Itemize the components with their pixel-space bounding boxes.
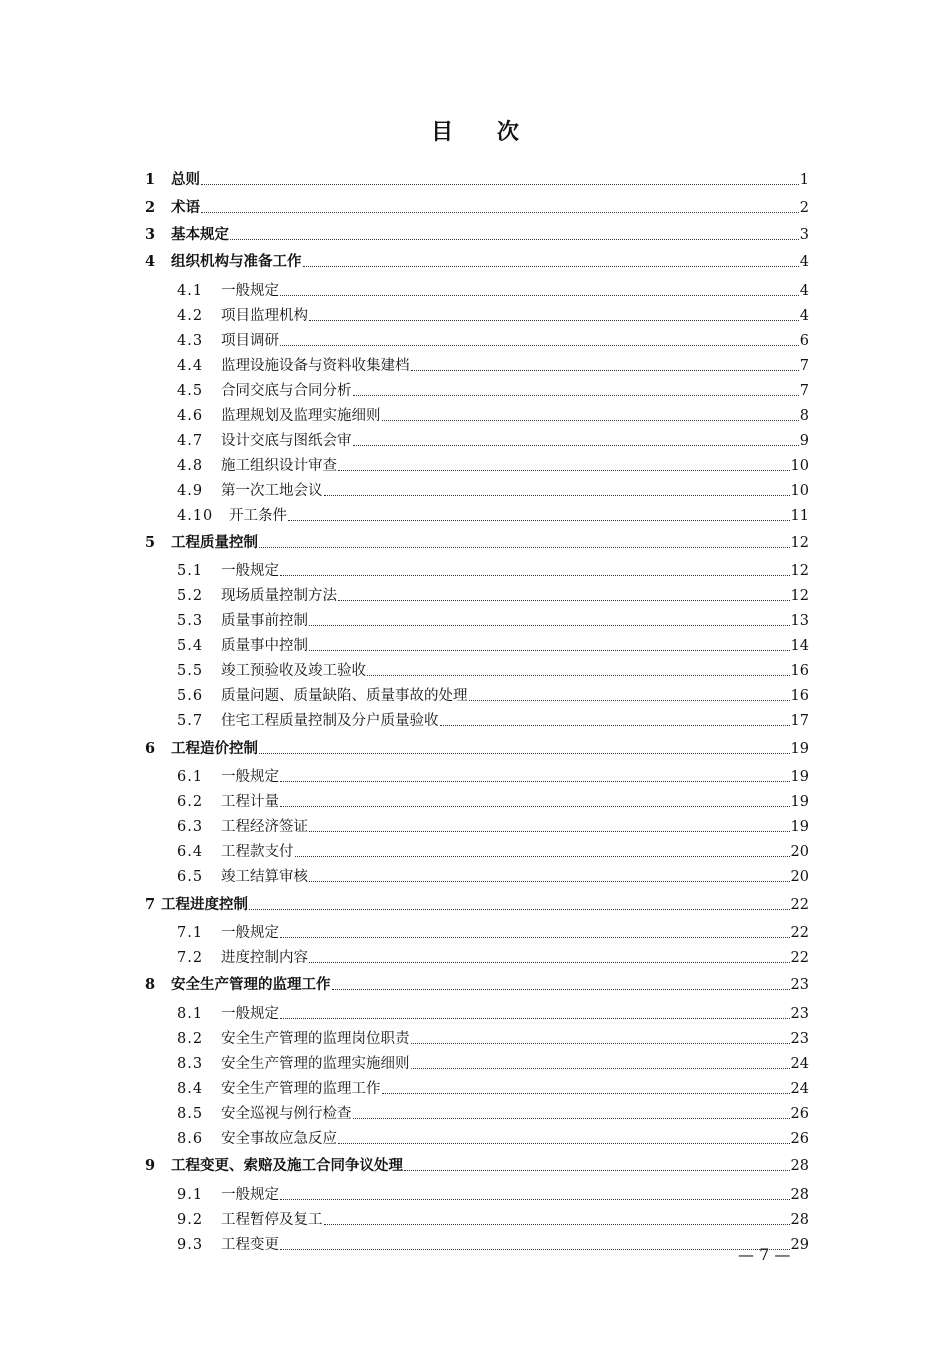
toc-dot-leader <box>249 909 790 910</box>
toc-entry-label: 工程质量控制 <box>171 533 258 551</box>
toc-entry-label: 一般规定 <box>221 1186 279 1203</box>
toc-section-entry[interactable] <box>145 1175 809 1204</box>
toc-entry-number: 5.5 <box>177 663 204 680</box>
toc-entry-label: 工程经济签证 <box>221 819 308 836</box>
toc-dot-leader <box>338 600 790 601</box>
toc-entry-page: 24 <box>790 1055 809 1072</box>
toc-dot-leader <box>280 345 799 346</box>
toc-entry-number: 3 <box>145 225 156 243</box>
toc-entry-label: 总则 <box>171 171 200 189</box>
toc-section-entry[interactable] <box>145 758 809 787</box>
toc-entry-page: 6 <box>799 332 809 349</box>
toc-entry-label: 工程变更 <box>221 1236 279 1253</box>
toc-entry-page: 4 <box>799 254 809 271</box>
toc-entry-label: 竣工结算审核 <box>221 869 308 886</box>
toc-entry-label: 一般规定 <box>221 563 279 580</box>
toc-entry-page: 12 <box>790 588 809 605</box>
toc-entry-label: 质量事前控制 <box>221 613 308 630</box>
toc-dot-leader <box>309 625 790 626</box>
toc-dot-leader <box>280 1199 790 1200</box>
toc-entry-number: 2 <box>145 198 156 216</box>
toc-entry-number: 5.3 <box>177 613 204 630</box>
toc-entry-label: 工程造价控制 <box>171 739 258 757</box>
toc-section-entry[interactable] <box>145 375 809 400</box>
toc-entry-label: 质量事中控制 <box>221 638 308 655</box>
toc-entry-label: 基本规定 <box>171 225 229 243</box>
page-title: 目 次 <box>431 119 537 145</box>
toc-section-entry[interactable] <box>145 811 809 836</box>
toc-section-entry[interactable] <box>145 630 809 655</box>
toc-chapter-entry[interactable] <box>145 886 809 913</box>
toc-section-entry[interactable] <box>145 655 809 680</box>
toc-section-entry[interactable] <box>145 994 809 1023</box>
toc-entry-page: 28 <box>790 1186 809 1203</box>
toc-chapter-entry[interactable] <box>145 1148 809 1175</box>
toc-dot-leader <box>332 989 790 990</box>
toc-entry-number: 4.8 <box>177 457 204 474</box>
toc-entry-number: 7.2 <box>177 950 204 967</box>
toc-dot-leader <box>411 1043 790 1044</box>
toc-dot-leader <box>440 725 790 726</box>
toc-entry-number: 4.2 <box>177 307 204 324</box>
toc-dot-leader <box>288 520 790 521</box>
toc-section-entry[interactable] <box>145 680 809 705</box>
toc-chapter-entry[interactable] <box>145 162 809 189</box>
toc-entry-page: 23 <box>790 977 809 994</box>
toc-dot-leader <box>295 856 790 857</box>
toc-entry-number: 8.4 <box>177 1080 204 1097</box>
toc-entry-label: 一般规定 <box>221 282 279 299</box>
toc-section-entry[interactable] <box>145 325 809 350</box>
toc-dot-leader <box>309 881 790 882</box>
toc-entry-page: 28 <box>790 1158 809 1175</box>
toc-dot-leader <box>411 370 799 371</box>
toc-dot-leader <box>259 753 790 754</box>
toc-entry-label: 工程计量 <box>221 794 279 811</box>
toc-section-entry[interactable] <box>145 1048 809 1073</box>
table-of-contents <box>145 162 809 1254</box>
toc-section-entry[interactable] <box>145 705 809 730</box>
toc-dot-leader <box>309 962 790 963</box>
toc-section-entry[interactable] <box>145 1123 809 1148</box>
toc-entry-label: 安全巡视与例行检查 <box>221 1105 352 1122</box>
toc-dot-leader <box>353 445 799 446</box>
toc-entry-label: 一般规定 <box>221 925 279 942</box>
toc-entry-page: 11 <box>790 507 809 524</box>
toc-section-entry[interactable] <box>145 271 809 300</box>
toc-entry-label: 安全生产管理的监理岗位职责 <box>221 1030 410 1047</box>
toc-entry-label: 安全生产管理的监理工作 <box>171 976 331 994</box>
toc-entry-page: 2 <box>799 199 809 216</box>
toc-entry-page: 23 <box>790 1005 809 1022</box>
toc-dot-leader <box>469 700 790 701</box>
toc-dot-leader <box>230 239 799 240</box>
toc-entry-label: 工程暂停及复工 <box>221 1211 323 1228</box>
toc-entry-number: 4.4 <box>177 357 204 374</box>
toc-entry-label: 住宅工程质量控制及分户质量验收 <box>221 713 439 730</box>
toc-entry-page: 24 <box>790 1080 809 1097</box>
toc-entry-number: 4 <box>145 253 156 271</box>
toc-entry-page: 22 <box>790 925 809 942</box>
toc-entry-number: 4.7 <box>177 432 204 449</box>
toc-entry-label: 第一次工地会议 <box>221 482 323 499</box>
toc-entry-number: 9.2 <box>177 1211 204 1228</box>
toc-dot-leader <box>404 1170 790 1171</box>
toc-dot-leader <box>280 937 790 938</box>
toc-entry-page: 29 <box>790 1236 809 1253</box>
toc-entry-number: 6.4 <box>177 844 204 861</box>
toc-section-entry[interactable] <box>145 836 809 861</box>
toc-entry-number: 8.1 <box>177 1005 204 1022</box>
toc-entry-label: 质量问题、质量缺陷、质量事故的处理 <box>221 688 468 705</box>
toc-entry-number: 5.1 <box>177 563 204 580</box>
toc-entry-number: 8.5 <box>177 1105 204 1122</box>
toc-section-entry[interactable] <box>145 552 809 581</box>
toc-entry-page: 23 <box>790 1030 809 1047</box>
toc-dot-leader <box>201 184 799 185</box>
toc-entry-number: 6.3 <box>177 819 204 836</box>
toc-chapter-entry[interactable] <box>145 189 809 216</box>
toc-entry-page: 1 <box>799 172 809 189</box>
toc-entry-number: 5 <box>145 533 156 551</box>
toc-entry-page: 19 <box>790 794 809 811</box>
toc-chapter-entry[interactable] <box>145 967 809 994</box>
toc-section-entry[interactable] <box>145 1204 809 1229</box>
toc-entry-page: 10 <box>790 482 809 499</box>
toc-entry-number: 8.6 <box>177 1130 204 1147</box>
toc-section-entry[interactable] <box>145 605 809 630</box>
toc-entry-label: 安全生产管理的监理工作 <box>221 1080 381 1097</box>
toc-entry-page: 8 <box>799 407 809 424</box>
toc-entry-page: 3 <box>799 226 809 243</box>
toc-dot-leader <box>324 495 790 496</box>
toc-chapter-entry[interactable] <box>145 730 809 757</box>
toc-entry-number: 6.2 <box>177 794 204 811</box>
toc-section-entry[interactable] <box>145 786 809 811</box>
toc-entry-number: 9.1 <box>177 1186 204 1203</box>
toc-section-entry[interactable] <box>145 1098 809 1123</box>
toc-entry-label: 工程款支付 <box>221 844 294 861</box>
toc-entry-number: 8.2 <box>177 1030 204 1047</box>
toc-entry-page: 19 <box>790 740 809 757</box>
toc-entry-label: 合同交底与合同分析 <box>221 382 352 399</box>
toc-dot-leader <box>201 212 799 213</box>
toc-dot-leader <box>382 420 799 421</box>
toc-entry-label: 施工组织设计审查 <box>221 457 337 474</box>
toc-entry-page: 19 <box>790 769 809 786</box>
toc-entry-number: 4.5 <box>177 382 204 399</box>
toc-section-entry[interactable] <box>145 475 809 500</box>
toc-entry-number: 5.7 <box>177 713 204 730</box>
toc-entry-label: 监理设施设备与资料收集建档 <box>221 357 410 374</box>
toc-dot-leader <box>280 781 790 782</box>
toc-entry-number: 4.10 <box>177 507 214 524</box>
toc-entry-number: 7 <box>145 895 156 913</box>
toc-dot-leader <box>259 547 790 548</box>
toc-entry-page: 26 <box>790 1130 809 1147</box>
toc-section-entry[interactable] <box>145 580 809 605</box>
toc-section-entry[interactable] <box>145 500 809 525</box>
toc-section-entry[interactable] <box>145 861 809 886</box>
toc-entry-number: 8 <box>145 976 156 994</box>
toc-entry-number: 9 <box>145 1157 156 1175</box>
toc-entry-page: 17 <box>790 713 809 730</box>
toc-dot-leader <box>309 320 799 321</box>
toc-entry-label: 竣工预验收及竣工验收 <box>221 663 366 680</box>
toc-section-entry[interactable] <box>145 1073 809 1098</box>
toc-section-entry[interactable] <box>145 914 809 943</box>
toc-entry-label: 开工条件 <box>229 507 287 524</box>
toc-entry-number: 8.3 <box>177 1055 204 1072</box>
toc-entry-page: 12 <box>790 534 809 551</box>
toc-entry-label: 现场质量控制方法 <box>221 588 337 605</box>
toc-entry-page: 9 <box>799 432 809 449</box>
toc-entry-label: 项目调研 <box>221 332 279 349</box>
toc-entry-number: 9.3 <box>177 1236 204 1253</box>
toc-entry-label: 工程进度控制 <box>161 895 248 913</box>
toc-entry-label: 设计交底与图纸会审 <box>221 432 352 449</box>
toc-entry-page: 12 <box>790 563 809 580</box>
toc-entry-label: 监理规划及监理实施细则 <box>221 407 381 424</box>
toc-section-entry[interactable] <box>145 350 809 375</box>
toc-dot-leader <box>280 575 790 576</box>
toc-chapter-entry[interactable] <box>145 244 809 271</box>
toc-chapter-entry[interactable] <box>145 217 809 244</box>
toc-entry-number: 4.9 <box>177 482 204 499</box>
toc-entry-page: 16 <box>790 663 809 680</box>
toc-entry-label: 术语 <box>171 198 200 216</box>
toc-dot-leader <box>280 806 790 807</box>
toc-entry-page: 20 <box>790 869 809 886</box>
toc-entry-page: 20 <box>790 844 809 861</box>
toc-dot-leader <box>353 395 799 396</box>
toc-section-entry[interactable] <box>145 1023 809 1048</box>
toc-entry-page: 10 <box>790 457 809 474</box>
toc-entry-number: 6.1 <box>177 769 204 786</box>
toc-entry-label: 进度控制内容 <box>221 950 308 967</box>
toc-entry-page: 28 <box>790 1211 809 1228</box>
toc-section-entry[interactable] <box>145 450 809 475</box>
toc-entry-number: 4.6 <box>177 407 204 424</box>
toc-dot-leader <box>309 831 790 832</box>
toc-entry-page: 26 <box>790 1105 809 1122</box>
toc-entry-page: 7 <box>799 357 809 374</box>
toc-section-entry[interactable] <box>145 425 809 450</box>
toc-entry-label: 工程变更、索赔及施工合同争议处理 <box>171 1157 403 1175</box>
toc-dot-leader <box>324 1224 790 1225</box>
toc-dot-leader <box>338 1143 790 1144</box>
toc-entry-page: 14 <box>790 638 809 655</box>
toc-entry-label: 安全事故应急反应 <box>221 1130 337 1147</box>
toc-dot-leader <box>280 295 799 296</box>
toc-dot-leader <box>280 1249 790 1250</box>
toc-entry-page: 4 <box>799 282 809 299</box>
toc-entry-label: 安全生产管理的监理实施细则 <box>221 1055 410 1072</box>
toc-dot-leader <box>367 675 790 676</box>
toc-dot-leader <box>353 1118 790 1119</box>
toc-section-entry[interactable] <box>145 1229 809 1254</box>
toc-dot-leader <box>303 266 799 267</box>
toc-entry-page: 16 <box>790 688 809 705</box>
toc-dot-leader <box>411 1068 790 1069</box>
toc-entry-number: 6.5 <box>177 869 204 886</box>
toc-entry-label: 组织机构与准备工作 <box>171 253 302 271</box>
toc-entry-number: 4.1 <box>177 282 204 299</box>
toc-chapter-entry[interactable] <box>145 525 809 552</box>
toc-entry-number: 6 <box>145 739 156 757</box>
toc-entry-number: 5.2 <box>177 588 204 605</box>
toc-entry-page: 19 <box>790 819 809 836</box>
toc-entry-number: 5.4 <box>177 638 204 655</box>
toc-entry-number: 5.6 <box>177 688 204 705</box>
toc-entry-page: 13 <box>790 613 809 630</box>
toc-entry-page: 7 <box>799 382 809 399</box>
toc-entry-page: 22 <box>790 950 809 967</box>
toc-entry-label: 项目监理机构 <box>221 307 308 324</box>
toc-entry-page: 4 <box>799 307 809 324</box>
toc-entry-number: 1 <box>145 171 156 189</box>
toc-entry-label: 一般规定 <box>221 769 279 786</box>
toc-dot-leader <box>280 1018 790 1019</box>
toc-entry-label: 一般规定 <box>221 1005 279 1022</box>
toc-section-entry[interactable] <box>145 942 809 967</box>
toc-dot-leader <box>309 650 790 651</box>
toc-entry-number: 7.1 <box>177 925 204 942</box>
toc-entry-page: 22 <box>790 896 809 913</box>
toc-section-entry[interactable] <box>145 300 809 325</box>
page-number: — 7 — <box>738 1245 791 1264</box>
toc-dot-leader <box>382 1093 790 1094</box>
toc-section-entry[interactable] <box>145 400 809 425</box>
toc-entry-number: 4.3 <box>177 332 204 349</box>
toc-dot-leader <box>338 470 790 471</box>
